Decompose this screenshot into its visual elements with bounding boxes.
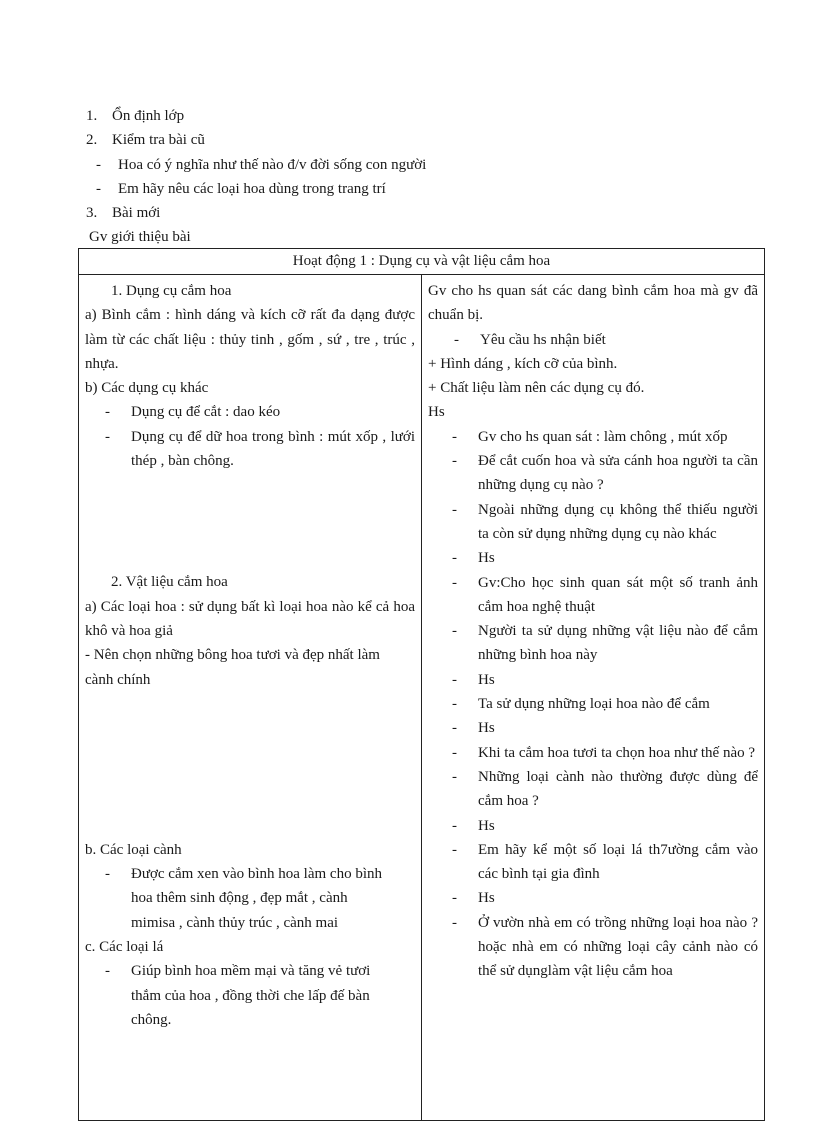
check-item-1 xyxy=(96,155,426,175)
list-item xyxy=(428,886,758,910)
list-dash: - xyxy=(452,768,457,785)
list-dash: - xyxy=(452,914,457,931)
list-dash: - xyxy=(452,890,457,907)
list-item-text: Hs xyxy=(478,817,495,834)
list-item-text: Yêu cầu hs nhận biết xyxy=(480,331,606,348)
teacher-intro: Gv giới thiệu bài xyxy=(89,229,191,245)
section-1-b: b) Các dụng cụ khác xyxy=(85,380,209,397)
list-item xyxy=(428,716,758,740)
step-1-text: Ổn định lớp xyxy=(112,108,185,124)
list-dash: - xyxy=(454,331,459,348)
list-item-text: Em hãy kể một số loại lá th7ường cắm vào các bình tại gia đình xyxy=(478,841,758,883)
check-item-2-text: Em hãy nêu các loại hoa dùng trong trang trí xyxy=(118,181,386,197)
list-item xyxy=(428,571,758,620)
section-1-a: a) Bình cắm : hình dáng và kích cỡ rất đa dạng được làm từ các chất liệu : thủy tinh , gốm , sứ , tre , trúc , nhựa. xyxy=(85,307,415,372)
list-item-text: Để cắt cuốn hoa và sửa cánh hoa người ta cần những dụng cụ nào ? xyxy=(478,453,758,494)
list-item-text: Giúp bình hoa mềm mại và tăng vẻ tươi thắm của hoa , đồng thời che lấp đế bàn chông. xyxy=(131,963,371,1028)
section-2-title: 2. Vật liệu cắm hoa xyxy=(111,574,228,591)
activity-table xyxy=(78,248,765,1121)
section-2-c: c. Các loại lá xyxy=(85,939,164,956)
list-item-text: Hs xyxy=(478,671,495,688)
right-paragraph-4: Hs xyxy=(428,404,445,421)
list-item-text: Ngoài những dụng cụ không thể thiếu người ta còn sử dụng những dụng cụ nào khác xyxy=(478,501,758,542)
list-item xyxy=(428,741,758,765)
list-item-text: Ta sử dụng những loại hoa nào để cắm xyxy=(478,696,710,713)
list-item-text: Hs xyxy=(478,890,495,907)
list-item xyxy=(428,911,758,984)
list-dash: - xyxy=(452,623,457,640)
step-3 xyxy=(86,203,160,223)
list-dash: - xyxy=(105,963,110,980)
list-item-text: Gv cho hs quan sát : làm chông , mút xốp xyxy=(478,428,728,445)
list-item xyxy=(428,692,758,716)
list-item-text: Dụng cụ để cắt : dao kéo xyxy=(131,404,281,421)
list-item-text: Dụng cụ để dữ hoa trong bình : mút xốp , lưới thép , bàn chông. xyxy=(131,428,415,470)
section-2-a: a) Các loại hoa : sử dụng bất kì loại hoa nào kể cả hoa khô và hoa giả xyxy=(85,598,415,639)
check-item-2-dash: - xyxy=(96,181,101,197)
list-dash: - xyxy=(452,841,457,858)
list-dash: - xyxy=(452,550,457,567)
list-dash: - xyxy=(105,866,110,883)
list-item-text: Người ta sử dụng những vật liệu nào để cắm những bình hoa này xyxy=(478,623,758,664)
step-2-text: Kiểm tra bài cũ xyxy=(112,132,205,148)
section-2-a-note: - Nên chọn những bông hoa tươi và đẹp nhất làm cành chính xyxy=(85,647,380,688)
step-2 xyxy=(86,130,205,150)
list-item-text: Hs xyxy=(478,720,495,737)
left-column xyxy=(79,275,422,1121)
check-item-1-text: Hoa có ý nghĩa như thế nào đ/v đời sống con người xyxy=(118,157,427,173)
list-item xyxy=(428,668,758,692)
list-dash: - xyxy=(105,404,110,421)
right-column xyxy=(422,275,765,1121)
list-item xyxy=(428,546,758,570)
list-item xyxy=(85,400,415,424)
right-paragraph-1: Gv cho hs quan sát các dang bình cắm hoa mà gv đã chuẩn bị. xyxy=(428,283,758,324)
list-item xyxy=(428,498,758,547)
right-paragraph-3: + Chất liệu làm nên các dụng cụ đó. xyxy=(428,380,645,397)
step-3-text: Bài mới xyxy=(112,205,161,221)
section-2-b: b. Các loại cành xyxy=(85,841,182,858)
list-dash: - xyxy=(452,720,457,737)
list-dash: - xyxy=(452,744,457,761)
list-dash: - xyxy=(452,453,457,470)
list-item xyxy=(85,425,415,474)
check-item-2 xyxy=(96,179,386,199)
step-2-number: 2. xyxy=(86,132,98,148)
list-item-text: Khi ta cắm hoa tươi ta chọn hoa như thế nào ? xyxy=(478,744,756,761)
list-dash: - xyxy=(105,428,110,445)
list-item xyxy=(428,425,758,449)
list-item xyxy=(428,765,758,814)
list-item-text: Gv:Cho học sinh quan sát một số tranh ảnh cắm hoa nghệ thuật xyxy=(478,574,758,615)
section-1-title: 1. Dụng cụ cắm hoa xyxy=(111,283,232,299)
list-dash: - xyxy=(452,501,457,518)
check-item-1-dash: - xyxy=(96,157,101,173)
list-item-text: Được cắm xen vào bình hoa làm cho bình hoa thêm sinh động , đẹp mắt , cành mimisa , cành thủy trúc , cành mai xyxy=(131,866,382,931)
step-3-number: 3. xyxy=(86,205,98,221)
right-paragraph-2: + Hình dáng , kích cỡ của bình. xyxy=(428,355,618,372)
list-dash: - xyxy=(452,574,457,591)
list-item xyxy=(428,838,758,887)
list-item xyxy=(428,449,758,498)
step-1 xyxy=(86,106,184,126)
list-dash: - xyxy=(452,817,457,834)
list-item-text: Ở vườn nhà em có trồng những loại hoa nào ? hoặc nhà em có những loại cây cảnh nào có thể sử dụnglàm vật liệu cắm hoa xyxy=(478,914,758,980)
list-item xyxy=(428,619,758,668)
list-item xyxy=(85,862,415,935)
step-1-number: 1. xyxy=(86,108,98,124)
list-item-text: Những loại cành nào thường được dùng để cắm hoa ? xyxy=(478,768,758,810)
table-header: Hoạt động 1 : Dụng cụ và vật liệu cắm hoa xyxy=(79,249,765,275)
right-question-list xyxy=(428,425,758,984)
list-item-text: Hs xyxy=(478,550,495,567)
list-item xyxy=(85,959,415,1032)
list-dash: - xyxy=(452,696,457,713)
list-dash: - xyxy=(452,428,457,445)
list-dash: - xyxy=(452,671,457,688)
list-item xyxy=(428,328,758,352)
list-item xyxy=(428,814,758,838)
